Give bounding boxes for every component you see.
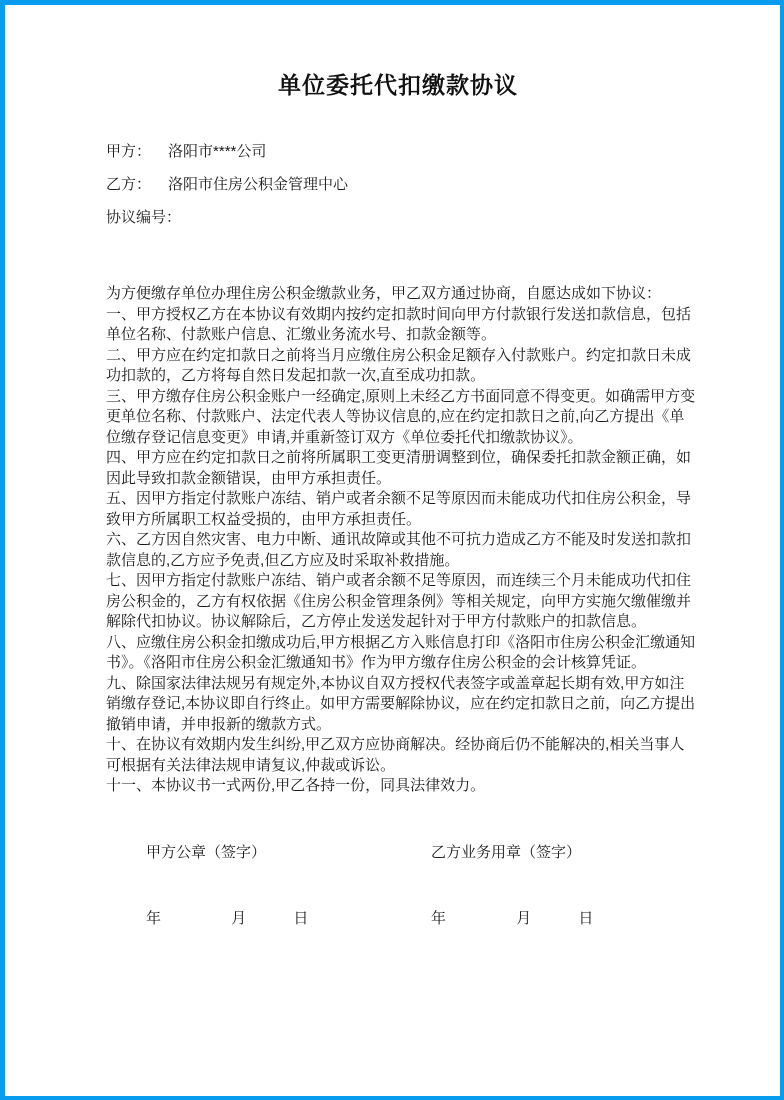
year-label: 年 — [431, 909, 447, 927]
year-label: 年 — [146, 909, 162, 927]
signature-area — [106, 843, 690, 929]
clause-paragraph: 六、乙方因自然灾害、电力中断、通讯故障或其他不可抗力造成乙方不能及时发送扣款扣款信息的,乙方应予免责,但乙方应及时采取补救措施。 — [106, 531, 692, 569]
party-b-value: 洛阳市住房公积金管理中心 — [168, 176, 349, 193]
clause-paragraph: 二、甲方应在约定扣款日之前将当月应缴住房公积金足额存入付款账户。约定扣款日未成功扣款的，乙方将每自然日发起扣款一次,直至成功扣款。 — [106, 346, 692, 384]
month-label: 月 — [231, 909, 247, 927]
intro-paragraph: 为方便缴存单位办理住房公积金缴款业务，甲乙双方通过协商，自愿达成如下协议： — [106, 285, 662, 302]
party-b-label: 乙方： — [106, 176, 152, 193]
signature-party-a — [146, 843, 431, 929]
day-label: 日 — [578, 909, 594, 927]
clause-paragraph: 八、应缴住房公积金扣缴成功后,甲方根据乙方入账信息打印《洛阳市住房公积金汇缴通知书》。《洛阳市住房公积金汇缴通知书》作为甲方缴存住房公积金的会计核算凭证。 — [106, 633, 696, 671]
party-b-line — [106, 175, 690, 195]
clause-paragraph: 五、因甲方指定付款账户冻结、销户或者余额不足等原因而未能成功代扣住房公积金，导致甲方所属职工权益受损的，由甲方承担责任。 — [106, 490, 692, 528]
document-content — [5, 5, 780, 929]
clause-paragraph: 四、甲方应在约定扣款日之前将所属职工变更清册调整到位，确保委托扣款金额正确，如因此导致扣款金额错误，由甲方承担责任。 — [106, 449, 692, 487]
signature-party-a-label: 甲方公章（签字） — [146, 843, 267, 861]
agreement-number-label: 协议编号： — [106, 209, 182, 226]
clause-paragraph: 七、因甲方指定付款账户冻结、销户或者余额不足等原因，而连续三个月未能成功代扣住房公积金的，乙方有权依据《住房公积金管理条例》等相关规定，向甲方实施欠缴催缴并解除代扣协议。协议解除后，乙方停止发送发起针对于甲方付款账户的扣款信息。 — [106, 572, 692, 630]
clause-paragraph: 十一、本协议书一式两份,甲乙各持一份，同具法律效力。 — [106, 777, 486, 794]
clause-paragraph: 一、甲方授权乙方在本协议有效期内按约定扣款时间向甲方付款银行发送扣款信息，包括单位名称、付款账户信息、汇缴业务流水号、扣款金额等。 — [106, 305, 692, 343]
clause-paragraph: 九、除国家法律法规另有规定外,本协议自双方授权代表签字或盖章起长期有效,甲方如注销缴存登记,本协议即自行终止。如甲方需要解除协议，应在约定扣款日之前，向乙方提出撤销申请，并申报新的缴款方式。 — [106, 674, 696, 733]
month-label: 月 — [516, 909, 532, 927]
party-a-line — [106, 142, 690, 162]
party-a-value: 洛阳市****公司 — [168, 143, 267, 160]
signature-party-b-date — [431, 909, 593, 929]
document-title: 单位委托代扣缴款协议 — [278, 72, 518, 98]
signature-party-a-date — [146, 909, 431, 929]
signature-party-b — [431, 843, 593, 929]
agreement-body — [106, 284, 699, 797]
clause-paragraph: 十、在协议有效期内发生纠纷,甲乙双方应协商解决。经协商后仍不能解决的,相关当事人可根据有关法律法规申请复议,仲裁或诉讼。 — [106, 736, 685, 774]
party-a-label: 甲方： — [106, 143, 152, 160]
day-label: 日 — [293, 909, 309, 927]
clause-paragraph: 三、甲方缴存住房公积金账户一经确定,原则上未经乙方书面同意不得变更。如确需甲方变更单位名称、付款账户、法定代表人等协议信息的,应在约定扣款日之前,向乙方提出《单位缴存登记信息变更》申请,并重新签订双方《单位委托代扣缴款协议》。 — [106, 387, 696, 446]
agreement-number-line — [106, 208, 690, 228]
signature-party-b-label: 乙方业务用章（签字） — [431, 843, 582, 861]
